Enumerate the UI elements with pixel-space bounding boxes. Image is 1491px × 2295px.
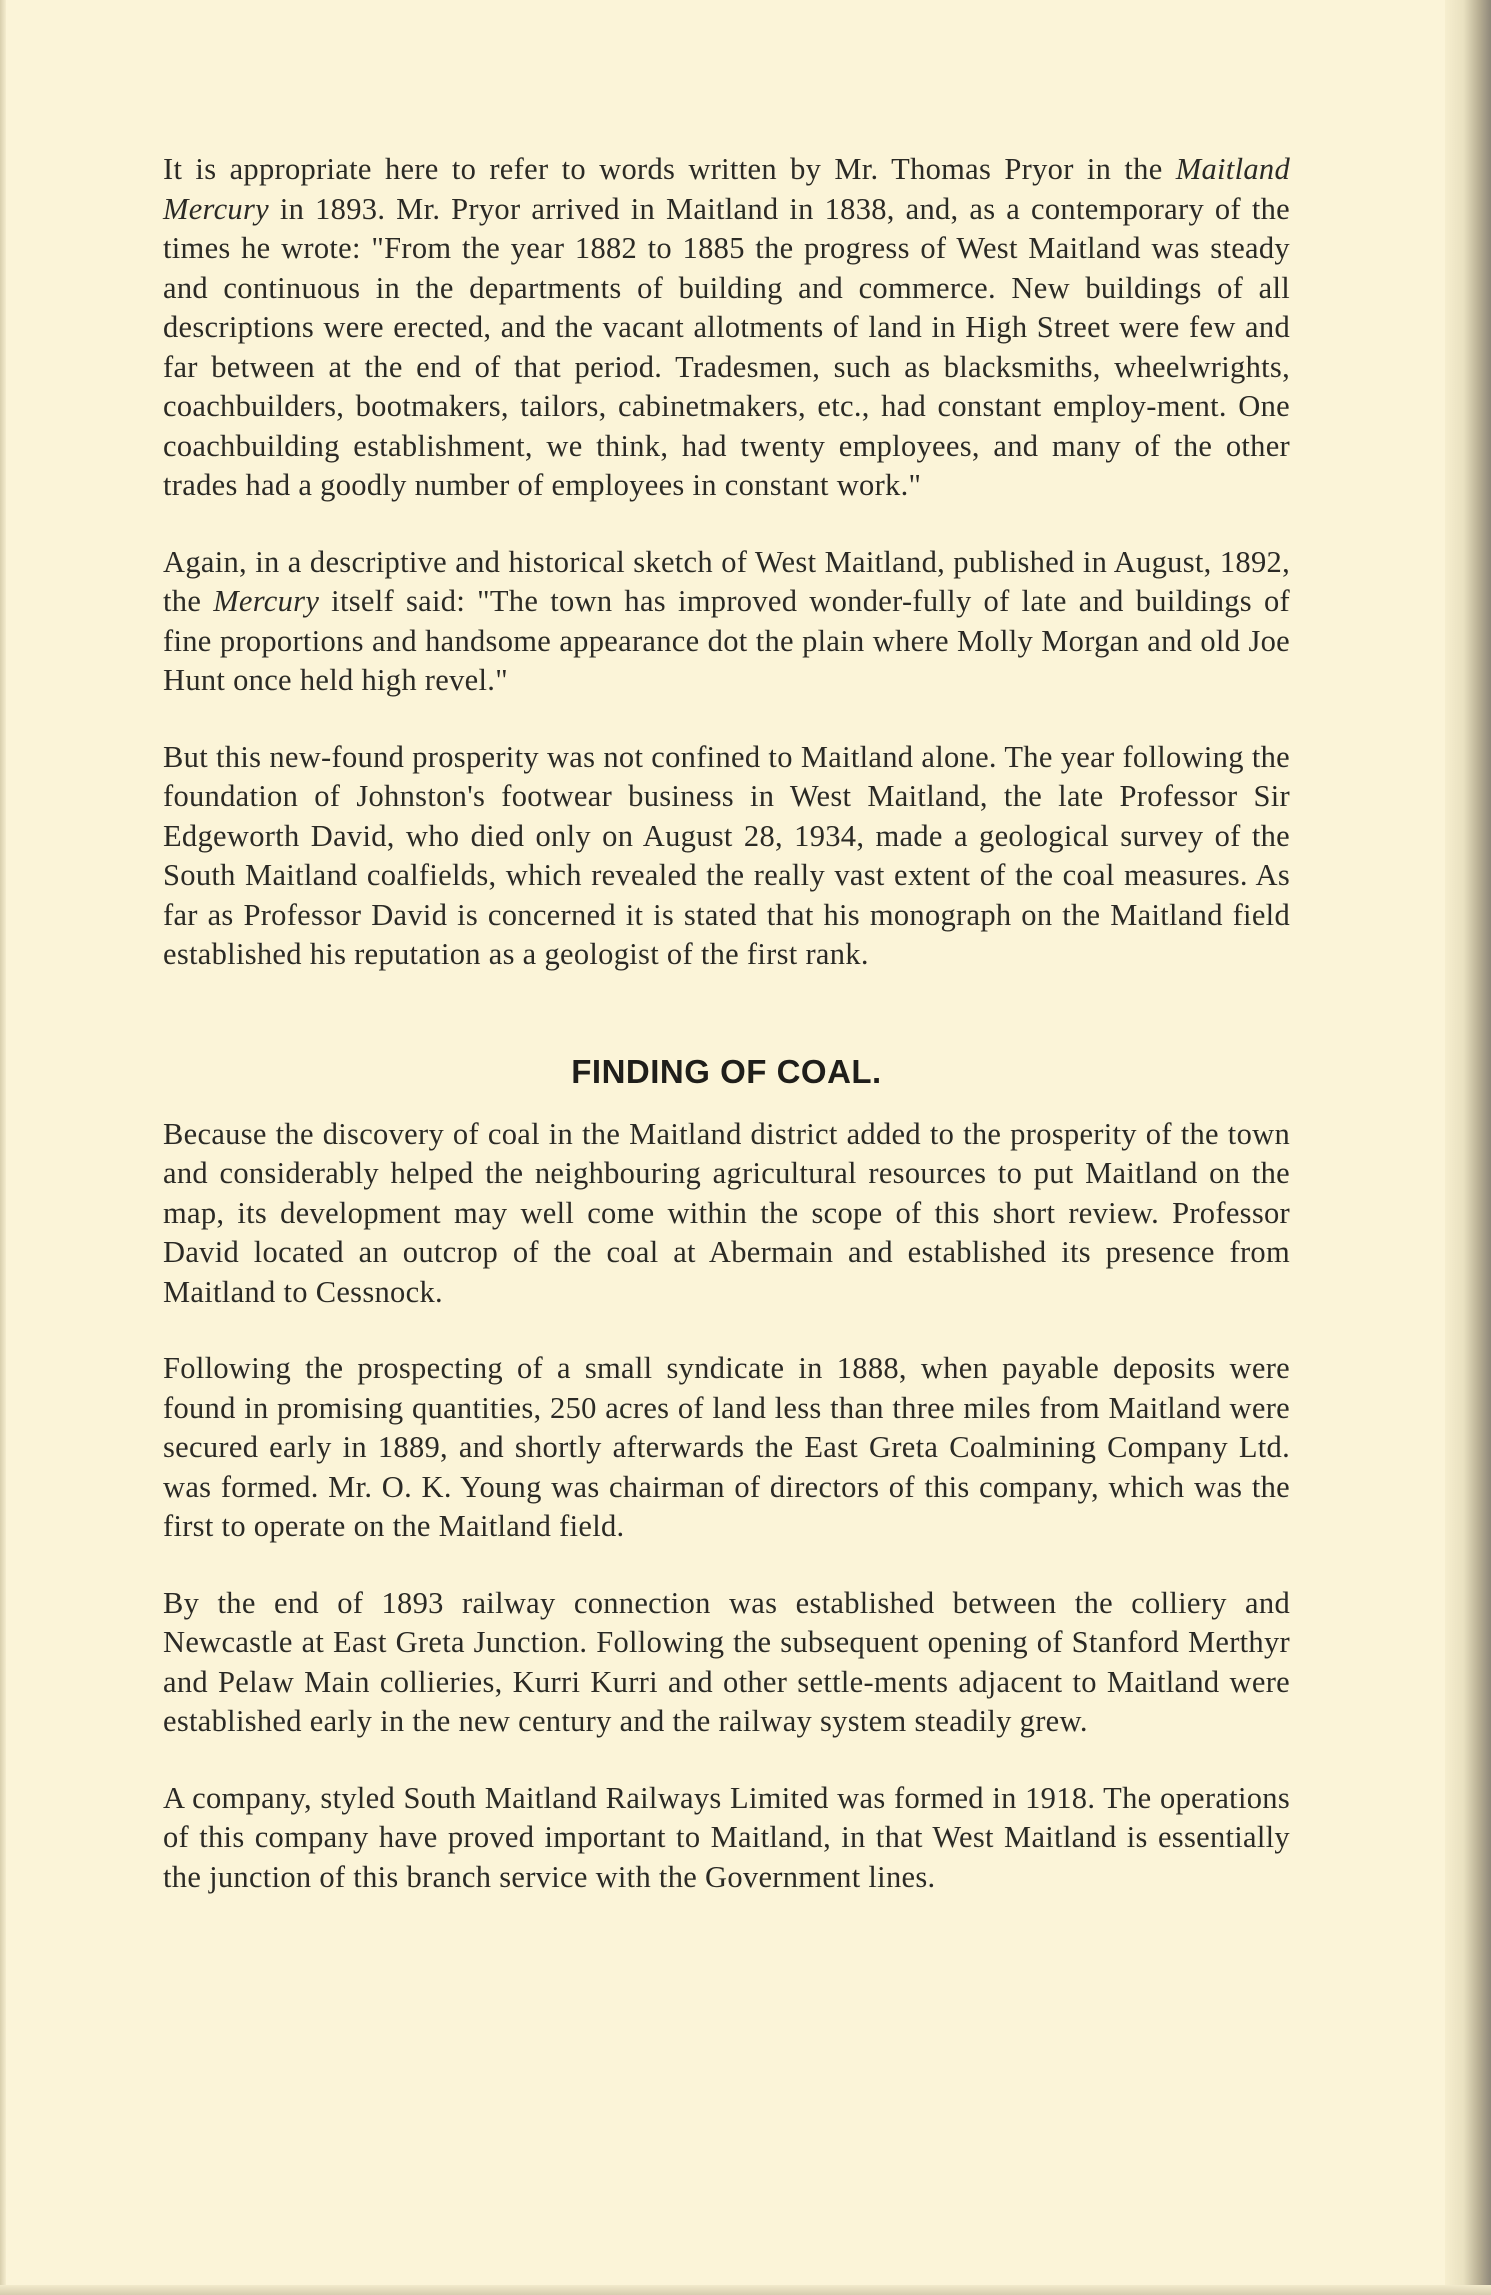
page-body xyxy=(163,150,1290,1934)
page-edge-left xyxy=(0,0,6,2295)
newspaper-title: Mercury xyxy=(213,584,320,618)
paragraph-pryor-quote xyxy=(163,150,1290,506)
paragraph-text: in 1893. Mr. Pryor arrived in Maitland in 1838, and, as a contemporary of the times he wrote: "From the year 1882 to 1885 the progress of West Maitland was steady and continuous in the departments of building and commerce. New buildings of all descriptions were erected, and the vacant allotments of land in High Street were few and far between at the end of that period. Tradesmen, such as blacksmiths, wheelwrights, coachbuilders, bootmakers, tailors, cabinetmakers, etc., had constant employ-ment. One coachbuilding establishment, we think, had twenty employees, and many of the other trades had a goodly number of employees in constant work." xyxy=(163,191,1290,502)
paragraph-railway-connection: By the end of 1893 railway connection was established between the colliery and Newcastle at East Greta Junction. Following the subsequent opening of Stanford Merthyr and Pelaw Main collieries, Kurri Kurri and other settle-ments adjacent to Maitland were established early in the new century and the railway system steadily grew. xyxy=(163,1585,1290,1738)
paragraph-mercury-sketch xyxy=(163,543,1290,701)
paragraph-text: It is appropriate here to refer to words written by Mr. Thomas Pryor in the xyxy=(163,152,1176,186)
paragraph-east-greta: Following the prospecting of a small syndicate in 1888, when payable deposits were found in promising quantities, 250 acres of land less than three miles from Maitland were secured early in 1889, and shortly afterwards the East Greta Coalmining Company Ltd. was formed. Mr. O. K. Young was chairman of directors of this company, which was the first to operate on the Maitland field. xyxy=(163,1351,1290,1543)
paragraph-coal-discovery: Because the discovery of coal in the Maitland district added to the prosperity of the town and considerably helped the neighbouring agricultural resources to put Maitland on the map, its development may well come within the scope of this short review. Professor David located an outcrop of the coal at Abermain and established its presence from Maitland to Cessnock. xyxy=(163,1116,1290,1309)
section-heading: FINDING OF COAL. xyxy=(571,1052,882,1090)
paragraph-south-maitland-railways: A company, styled South Maitland Railways Limited was formed in 1918. The operations of this company have proved important to Maitland, in that West Maitland is essentially the junction of this branch service with the Government lines. xyxy=(163,1780,1290,1894)
paragraph-prosperity: But this new-found prosperity was not confined to Maitland alone. The year following the foundation of Johnston's footwear business in West Maitland, the late Professor Sir Edgeworth David, who died only on August 28, 1934, made a geological survey of the South Maitland coalfields, which revealed the really vast extent of the coal measures. As far as Professor David is concerned it is stated that his monograph on the Maitland field established his reputation as a geologist of the first rank. xyxy=(163,739,1290,971)
page-edge-right xyxy=(1445,0,1491,2295)
paragraph-text: itself said: "The town has improved wonder-fully of late and buildings of fine proportions and handsome appearance dot the plain where Molly Morgan and old Joe Hunt once held high revel." xyxy=(163,584,1290,697)
page-edge-bottom xyxy=(0,2285,1491,2295)
newspaper-title: Maitland Mercury xyxy=(163,152,1290,226)
paragraph-text: Again, in a descriptive and historical sketch of West Maitland, published in August, 1892, the xyxy=(163,544,1290,618)
